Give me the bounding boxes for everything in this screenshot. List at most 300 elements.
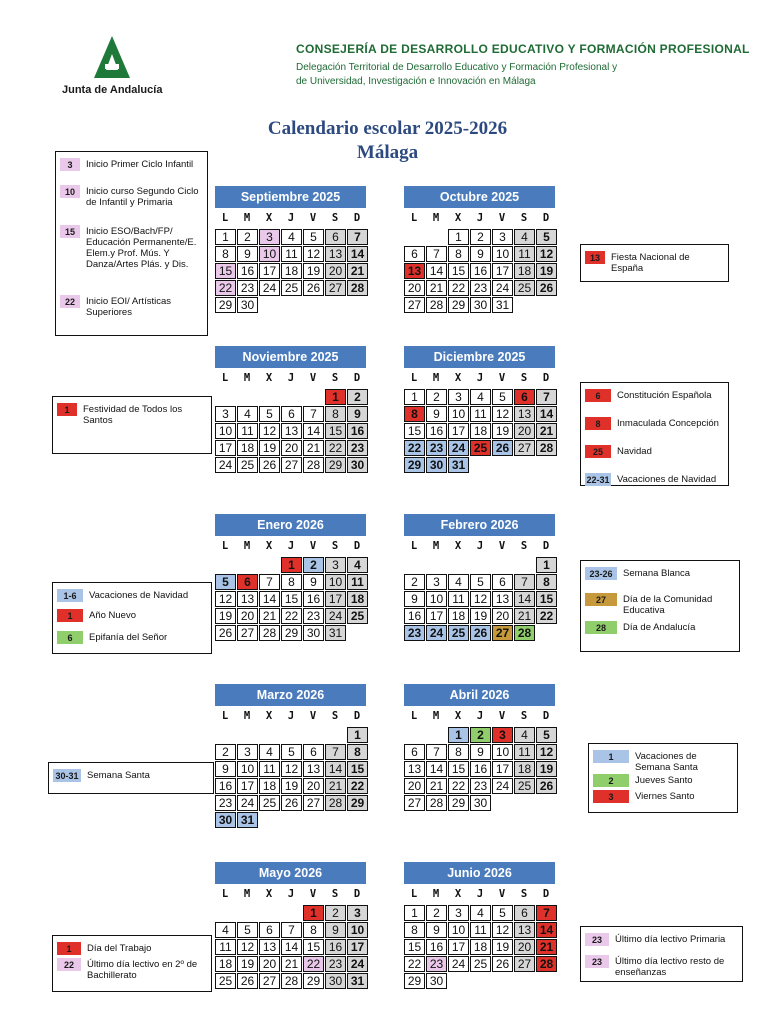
legend-swatch: 1-6: [57, 589, 83, 602]
calendar-day: 9: [404, 591, 425, 607]
month-header: Febrero 2026: [404, 514, 555, 536]
legend-swatch: 8: [585, 417, 611, 430]
calendar-day: 2: [426, 905, 447, 921]
calendar-day: 13: [259, 939, 280, 955]
calendar-day: 5: [492, 905, 513, 921]
calendar-day: 23: [325, 956, 346, 972]
calendar-day: 3: [325, 557, 346, 573]
weekday-label: S: [331, 212, 339, 224]
calendar-day: 30: [470, 795, 491, 811]
weekday-label: D: [542, 888, 550, 900]
calendar-day: 16: [404, 608, 425, 624]
legend-text: Día de la Comunidad Educativa: [623, 594, 713, 616]
calendar-day: 29: [303, 973, 324, 989]
weekday-label: D: [542, 710, 550, 722]
calendar-day: 7: [426, 744, 447, 760]
calendar-day: 27: [325, 280, 346, 296]
calendar-day: 26: [303, 280, 324, 296]
calendar-day: 28: [259, 625, 280, 641]
calendar-day: 2: [237, 229, 258, 245]
calendar-day: 1: [536, 557, 557, 573]
calendar-day: 3: [237, 744, 258, 760]
calendar-day: 8: [448, 246, 469, 262]
calendar-day: 18: [470, 423, 491, 439]
legend-feb: [580, 560, 740, 652]
calendar-day: 5: [470, 574, 491, 590]
calendar-day: 15: [448, 263, 469, 279]
weekday-label: L: [221, 212, 229, 224]
calendar-day: 7: [303, 406, 324, 422]
calendar-day: 27: [281, 457, 302, 473]
legend-swatch: 27: [585, 593, 617, 606]
calendar-day: 8: [404, 406, 425, 422]
weekday-label: J: [287, 540, 295, 552]
weekday-label: X: [454, 710, 462, 722]
calendar-day: 10: [492, 744, 513, 760]
calendar-day: 22: [404, 956, 425, 972]
weekday-label: V: [309, 540, 317, 552]
calendar-day: 19: [237, 956, 258, 972]
calendar-day: 13: [303, 761, 324, 777]
calendar-day: 17: [426, 608, 447, 624]
calendar-day: 15: [404, 423, 425, 439]
weekday-label: L: [221, 710, 229, 722]
calendar-day: 14: [347, 246, 368, 262]
calendar-day: 5: [492, 389, 513, 405]
calendar-day: 22: [215, 280, 236, 296]
legend-swatch: 25: [585, 445, 611, 458]
org-subtitle-1: Delegación Territorial de Desarrollo Educativo y Formación Profesional y: [296, 62, 618, 73]
legend-swatch: 22-31: [586, 474, 610, 485]
weekday-label: L: [221, 540, 229, 552]
calendar-day: 21: [536, 939, 557, 955]
page-subtitle: Málaga: [356, 142, 419, 163]
calendar-day: 10: [259, 246, 280, 262]
legend-text: Epifanía del Señor: [89, 632, 168, 643]
calendar-day: 31: [325, 625, 346, 641]
calendar-day: 4: [237, 406, 258, 422]
calendar-day: 23: [426, 956, 447, 972]
calendar-day: 16: [426, 939, 447, 955]
calendar-day: 24: [426, 625, 447, 641]
calendar-day: 20: [237, 608, 258, 624]
calendar-day: 24: [237, 795, 258, 811]
calendar-day: 8: [536, 574, 557, 590]
weekday-label: S: [331, 888, 339, 900]
calendar-day: 27: [492, 625, 513, 641]
calendar-day: 4: [215, 922, 236, 938]
calendar-day: 1: [325, 389, 346, 405]
calendar-day: 17: [325, 591, 346, 607]
calendar-day: 21: [259, 608, 280, 624]
weekday-label: J: [476, 540, 484, 552]
calendar-day: 29: [404, 457, 425, 473]
legend-swatch: 1: [57, 403, 77, 416]
calendar-day: 22: [448, 280, 469, 296]
calendar-day: 26: [259, 457, 280, 473]
weekday-label: S: [331, 540, 339, 552]
calendar-day: 25: [514, 280, 535, 296]
calendar-day: 1: [404, 905, 425, 921]
calendar-day: 5: [237, 922, 258, 938]
calendar-day: 16: [325, 939, 346, 955]
legend-text: Semana Blanca: [623, 568, 691, 579]
legend-ene: [52, 582, 212, 654]
calendar-day: 12: [536, 744, 557, 760]
calendar-day: 17: [448, 423, 469, 439]
legend-text: Día del Trabajo: [87, 943, 152, 954]
legend-text: Vacaciones de Navidad: [617, 474, 717, 485]
calendar-day: 21: [303, 440, 324, 456]
calendar-day: 14: [325, 761, 346, 777]
calendar-day: 22: [448, 778, 469, 794]
calendar-day: 1: [215, 229, 236, 245]
calendar-day: 23: [237, 280, 258, 296]
calendar-day: 9: [426, 406, 447, 422]
calendar-day: 26: [470, 625, 491, 641]
calendar-day: 16: [303, 591, 324, 607]
legend-swatch: 3: [593, 790, 629, 803]
calendar-day: 21: [536, 423, 557, 439]
weekday-label: D: [353, 372, 361, 384]
calendar-day: 21: [281, 956, 302, 972]
calendar-day: 22: [303, 956, 324, 972]
calendar-day: 20: [281, 440, 302, 456]
calendar-day: 3: [492, 727, 513, 743]
legend-text: Último día lectivo resto de enseñanzas: [615, 956, 725, 978]
weekday-label: M: [432, 710, 440, 722]
calendar-day: 11: [259, 761, 280, 777]
calendar-day: 28: [536, 440, 557, 456]
calendar-day: 18: [347, 591, 368, 607]
calendar-day: 11: [448, 591, 469, 607]
weekday-label: J: [287, 710, 295, 722]
calendar-day: 25: [470, 956, 491, 972]
calendar-day: 26: [536, 778, 557, 794]
calendar-day: 23: [426, 440, 447, 456]
calendar-day: 25: [215, 973, 236, 989]
legend-swatch: 22: [57, 958, 81, 971]
calendar-day: 28: [303, 457, 324, 473]
calendar-day: 31: [347, 973, 368, 989]
legend-text: Festividad de Todos los Santos: [83, 404, 183, 426]
calendar-day: 29: [215, 297, 236, 313]
calendar-day: 15: [448, 761, 469, 777]
calendar-day: 19: [215, 608, 236, 624]
weekday-label: D: [353, 888, 361, 900]
month-header: Enero 2026: [215, 514, 366, 536]
weekday-label: X: [265, 212, 273, 224]
calendar-day: 13: [281, 423, 302, 439]
calendar-day: 20: [325, 263, 346, 279]
legend-text: Inmaculada Concepción: [617, 418, 719, 429]
weekday-label: D: [353, 540, 361, 552]
calendar-day: 25: [470, 440, 491, 456]
weekday-label: X: [454, 540, 462, 552]
legend-swatch: 1: [593, 750, 629, 763]
calendar-day: 22: [281, 608, 302, 624]
calendar-day: 19: [492, 939, 513, 955]
calendar-day: 13: [514, 406, 535, 422]
calendar-day: 21: [325, 778, 346, 794]
calendar-day: 5: [259, 406, 280, 422]
weekday-label: V: [498, 212, 506, 224]
calendar-day: 10: [237, 761, 258, 777]
calendar-day: 30: [325, 973, 346, 989]
calendar-day: 11: [281, 246, 302, 262]
calendar-day: 14: [536, 406, 557, 422]
calendar-day: 11: [347, 574, 368, 590]
weekday-label: L: [410, 372, 418, 384]
calendar-day: 9: [215, 761, 236, 777]
calendar-day: 29: [448, 795, 469, 811]
weekday-label: V: [498, 710, 506, 722]
weekday-label: X: [265, 540, 273, 552]
calendar-day: 14: [514, 591, 535, 607]
calendar-day: 13: [492, 591, 513, 607]
calendar-day: 16: [426, 423, 447, 439]
calendar-day: 3: [492, 229, 513, 245]
calendar-day: 20: [259, 956, 280, 972]
calendar-day: 24: [492, 280, 513, 296]
calendar-day: 18: [259, 778, 280, 794]
calendar-day: 28: [426, 297, 447, 313]
calendar-day: 6: [514, 905, 535, 921]
calendar-day: 6: [514, 389, 535, 405]
legend-swatch: 22: [60, 295, 80, 308]
legend-swatch: 10: [60, 185, 80, 198]
legend-swatch: 2: [593, 774, 629, 787]
legend-text: Fiesta Nacional de España: [611, 252, 690, 274]
calendar-day: 27: [404, 795, 425, 811]
weekday-label: V: [309, 212, 317, 224]
legend-may: [52, 935, 212, 992]
legend-text: Inicio curso Segundo Ciclo de Infantil y Primaria: [86, 186, 199, 208]
calendar-day: 10: [325, 574, 346, 590]
calendar-day: 7: [426, 246, 447, 262]
calendar-day: 2: [470, 229, 491, 245]
calendar-day: 4: [514, 727, 535, 743]
legend-text: Último día lectivo Primaria: [615, 934, 726, 945]
legend-swatch: 1: [57, 942, 81, 955]
calendar-day: 30: [237, 297, 258, 313]
weekday-label: S: [331, 372, 339, 384]
weekday-label: J: [287, 212, 295, 224]
calendar-day: 13: [325, 246, 346, 262]
calendar-day: 13: [404, 263, 425, 279]
legend-oct: [580, 244, 729, 282]
calendar-day: 4: [448, 574, 469, 590]
calendar-day: 11: [470, 922, 491, 938]
weekday-label: D: [353, 710, 361, 722]
weekday-label: M: [432, 540, 440, 552]
calendar-day: 18: [514, 263, 535, 279]
calendar-day: 1: [448, 727, 469, 743]
calendar-day: 17: [492, 263, 513, 279]
calendar-day: 12: [237, 939, 258, 955]
weekday-label: D: [353, 212, 361, 224]
calendar-day: 8: [303, 922, 324, 938]
calendar-day: 28: [281, 973, 302, 989]
calendar-day: 17: [448, 939, 469, 955]
calendar-day: 2: [215, 744, 236, 760]
calendar-day: 4: [259, 744, 280, 760]
legend-swatch: 23-26: [585, 567, 617, 580]
weekday-label: X: [454, 888, 462, 900]
weekday-label: D: [542, 540, 550, 552]
weekday-label: V: [498, 888, 506, 900]
calendar-day: 13: [514, 922, 535, 938]
calendar-day: 1: [281, 557, 302, 573]
legend-swatch: 13: [585, 251, 605, 264]
calendar-day: 28: [347, 280, 368, 296]
calendar-day: 14: [536, 922, 557, 938]
calendar-day: 20: [492, 608, 513, 624]
calendar-day: 7: [536, 905, 557, 921]
calendar-day: 31: [237, 812, 258, 828]
month-header: Marzo 2026: [215, 684, 366, 706]
legend-text: Inicio ESO/Bach/FP/ Educación Permanente/E. Elem.y Prof. Mús. Y Danza/Artes Plás. y Dis.: [86, 226, 197, 270]
calendar-day: 29: [281, 625, 302, 641]
calendar-day: 30: [470, 297, 491, 313]
calendar-day: 14: [426, 263, 447, 279]
calendar-day: 17: [347, 939, 368, 955]
calendar-day: 12: [492, 406, 513, 422]
calendar-day: 13: [237, 591, 258, 607]
weekday-label: X: [265, 372, 273, 384]
calendar-day: 8: [448, 744, 469, 760]
calendar-day: 26: [215, 625, 236, 641]
legend-text: Año Nuevo: [89, 610, 137, 621]
calendar-day: 6: [325, 229, 346, 245]
calendar-day: 3: [448, 389, 469, 405]
calendar-day: 25: [347, 608, 368, 624]
legend-swatch: 23: [585, 933, 609, 946]
calendar-day: 1: [448, 229, 469, 245]
calendar-day: 7: [514, 574, 535, 590]
weekday-label: M: [432, 372, 440, 384]
calendar-day: 26: [536, 280, 557, 296]
calendar-day: 29: [347, 795, 368, 811]
month-header: Noviembre 2025: [215, 346, 366, 368]
weekday-label: S: [520, 540, 528, 552]
calendar-day: 24: [448, 956, 469, 972]
weekday-label: S: [520, 710, 528, 722]
calendar-day: 2: [470, 727, 491, 743]
calendar-day: 23: [303, 608, 324, 624]
calendar-day: 3: [215, 406, 236, 422]
legend-mar: [48, 762, 214, 794]
calendar-day: 11: [470, 406, 491, 422]
legend-text: Navidad: [617, 446, 652, 457]
calendar-day: 28: [536, 956, 557, 972]
calendar-day: 26: [492, 956, 513, 972]
legend-text: Inicio EOI/ Artísticas Superiores: [86, 296, 171, 318]
legend-sep: [55, 151, 208, 336]
weekday-label: S: [520, 372, 528, 384]
calendar-day: 23: [215, 795, 236, 811]
calendar-day: 6: [404, 744, 425, 760]
calendar-day: 24: [448, 440, 469, 456]
calendar-day: 8: [404, 922, 425, 938]
calendar-day: 17: [215, 440, 236, 456]
calendar-day: 2: [426, 389, 447, 405]
calendar-day: 19: [281, 778, 302, 794]
weekday-label: L: [410, 710, 418, 722]
calendar-day: 16: [470, 263, 491, 279]
weekday-label: J: [476, 372, 484, 384]
calendar-day: 9: [237, 246, 258, 262]
calendar-day: 10: [448, 406, 469, 422]
weekday-label: L: [410, 540, 418, 552]
calendar-day: 31: [492, 297, 513, 313]
calendar-day: 4: [470, 905, 491, 921]
calendar-day: 2: [303, 557, 324, 573]
calendar-day: 10: [492, 246, 513, 262]
calendar-day: 28: [514, 625, 535, 641]
calendar-day: 9: [426, 922, 447, 938]
calendar-day: 23: [470, 778, 491, 794]
calendar-day: 20: [404, 280, 425, 296]
calendar-day: 29: [448, 297, 469, 313]
weekday-label: M: [243, 540, 251, 552]
weekday-label: M: [243, 212, 251, 224]
legend-swatch: 30-31: [53, 769, 81, 782]
calendar-day: 7: [259, 574, 280, 590]
calendar-day: 29: [325, 457, 346, 473]
legend-swatch: 28: [585, 621, 617, 634]
weekday-label: S: [520, 212, 528, 224]
weekday-label: M: [432, 212, 440, 224]
weekday-label: D: [542, 372, 550, 384]
calendar-day: 27: [237, 625, 258, 641]
calendar-day: 29: [404, 973, 425, 989]
calendar-day: 10: [347, 922, 368, 938]
legend-text: Semana Santa: [87, 770, 150, 781]
calendar-day: 23: [404, 625, 425, 641]
calendar-day: 28: [325, 795, 346, 811]
calendar-day: 19: [536, 761, 557, 777]
calendar-day: 14: [426, 761, 447, 777]
calendar-day: 9: [325, 922, 346, 938]
calendar-day: 1: [303, 905, 324, 921]
weekday-label: L: [221, 372, 229, 384]
calendar-day: 4: [514, 229, 535, 245]
weekday-label: M: [243, 888, 251, 900]
calendar-day: 17: [259, 263, 280, 279]
calendar-day: 1: [404, 389, 425, 405]
calendar-day: 11: [514, 246, 535, 262]
calendar-day: 9: [470, 744, 491, 760]
calendar-day: 12: [281, 761, 302, 777]
calendar-day: 11: [237, 423, 258, 439]
calendar-day: 6: [259, 922, 280, 938]
calendar-day: 12: [492, 922, 513, 938]
weekday-label: J: [476, 710, 484, 722]
calendar-day: 24: [347, 956, 368, 972]
calendar-day: 9: [347, 406, 368, 422]
calendar-day: 19: [536, 263, 557, 279]
calendar-day: 6: [492, 574, 513, 590]
legend-text: Vacaciones de Navidad: [89, 590, 189, 601]
calendar-day: 5: [281, 744, 302, 760]
calendar-day: 15: [281, 591, 302, 607]
weekday-label: X: [265, 710, 273, 722]
calendar-day: 10: [448, 922, 469, 938]
calendar-day: 15: [215, 263, 236, 279]
calendar-day: 12: [536, 246, 557, 262]
calendar-day: 21: [426, 280, 447, 296]
